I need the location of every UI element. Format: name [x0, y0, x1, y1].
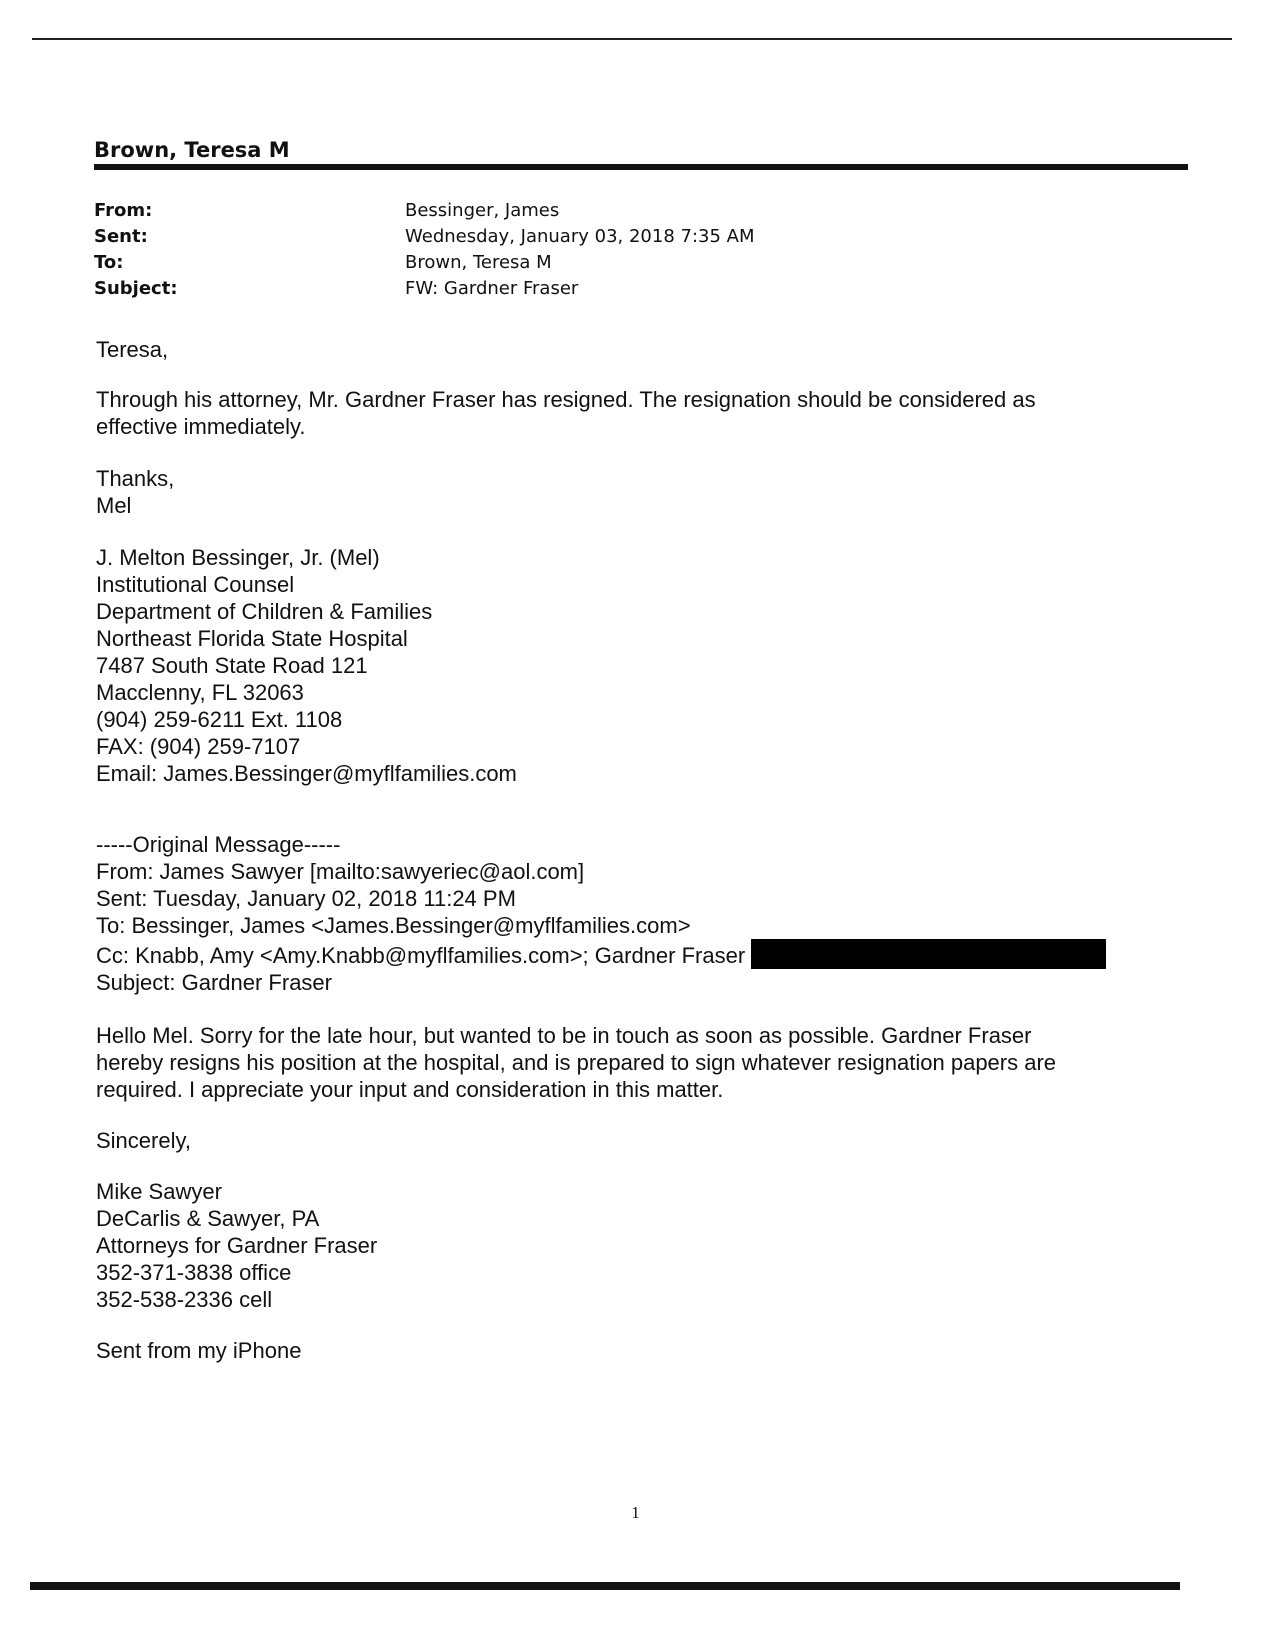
recipient-header: Brown, Teresa M	[94, 138, 290, 162]
original-closing: Sincerely,	[96, 1128, 191, 1153]
signature-line: FAX: (904) 259-7107	[96, 734, 301, 759]
signature-line: J. Melton Bessinger, Jr. (Mel)	[96, 545, 380, 570]
original-signature-line: Attorneys for Gardner Fraser	[96, 1233, 378, 1258]
closing-name: Mel	[96, 493, 132, 518]
greeting: Teresa,	[96, 337, 169, 362]
original-cc-line	[96, 939, 1106, 969]
signature-email: Email: James.Bessinger@myflfamilies.com	[96, 761, 517, 786]
body-line: effective immediately.	[96, 414, 306, 439]
page-number: 1	[631, 1503, 640, 1522]
sent-from-line: Sent from my iPhone	[96, 1338, 302, 1363]
original-sent: Sent: Tuesday, January 02, 2018 11:24 PM	[96, 886, 516, 911]
original-cc: Cc: Knabb, Amy <Amy.Knabb@myflfamilies.com>; Gardner Fraser	[96, 943, 746, 968]
original-signature-line: Mike Sawyer	[96, 1179, 222, 1204]
body-line: Through his attorney, Mr. Gardner Fraser has resigned. The resignation should be considered as	[96, 387, 1036, 412]
meta-value: Bessinger, James	[405, 200, 560, 221]
meta-value: Wednesday, January 03, 2018 7:35 AM	[405, 226, 755, 247]
meta-value: FW: Gardner Fraser	[405, 278, 579, 299]
meta-value: Brown, Teresa M	[405, 252, 552, 273]
meta-label: From:	[94, 200, 153, 221]
signature-line: (904) 259-6211 Ext. 1108	[96, 707, 343, 732]
signature-line: 7487 South State Road 121	[96, 653, 368, 678]
signature-line: Department of Children & Families	[96, 599, 433, 624]
original-from: From: James Sawyer [mailto:sawyeriec@aol.com]	[96, 859, 585, 884]
original-to: To: Bessinger, James <James.Bessinger@myflfamilies.com>	[96, 913, 691, 938]
original-body-line: Hello Mel. Sorry for the late hour, but wanted to be in touch as soon as possible. Gardner Fraser	[96, 1023, 1032, 1048]
signature-line: Macclenny, FL 32063	[96, 680, 304, 705]
message-body	[96, 336, 1036, 787]
meta-label: Subject:	[94, 278, 178, 299]
closing: Thanks,	[96, 466, 175, 491]
original-subject: Subject: Gardner Fraser	[96, 970, 332, 995]
original-body-line: hereby resigns his position at the hospital, and is prepared to sign whatever resignation papers are	[96, 1050, 1057, 1075]
top-rule	[32, 38, 1232, 40]
original-signature-line: DeCarlis & Sawyer, PA	[96, 1206, 320, 1231]
signature-line: Institutional Counsel	[96, 572, 295, 597]
original-signature-line: 352-371-3838 office	[96, 1260, 292, 1285]
original-body-line: required. I appreciate your input and consideration in this matter.	[96, 1077, 724, 1102]
original-signature-line: 352-538-2336 cell	[96, 1287, 273, 1312]
meta-label: Sent:	[94, 226, 148, 247]
header-rule	[94, 164, 1188, 170]
signature-line: Northeast Florida State Hospital	[96, 626, 408, 651]
original-divider: -----Original Message-----	[96, 832, 341, 857]
bottom-rule	[30, 1582, 1180, 1590]
redaction-bar	[751, 939, 1106, 969]
original-message	[96, 831, 1106, 1364]
meta-label: To:	[94, 252, 124, 273]
